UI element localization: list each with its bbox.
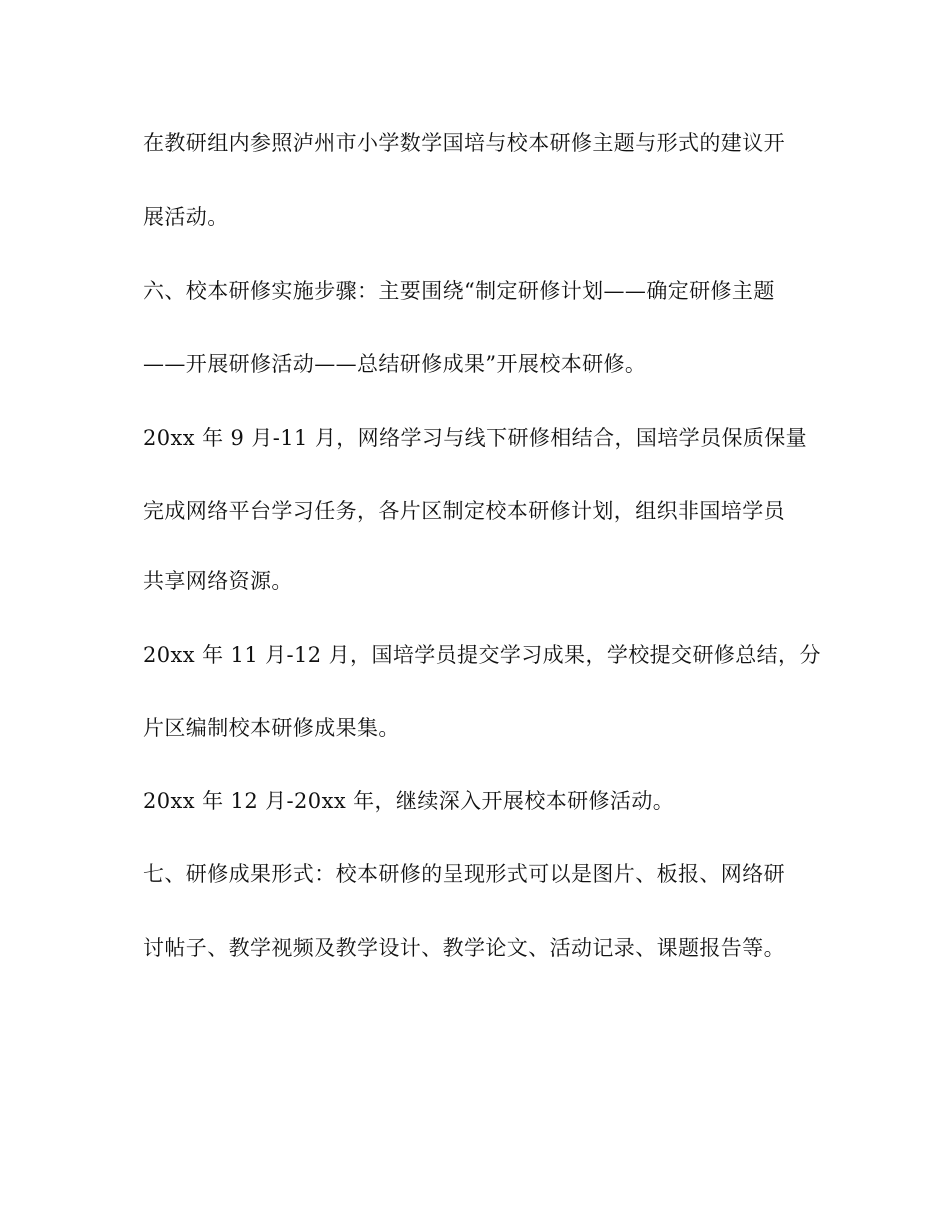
text-line: 20xx 年 11 月-12 月，国培学员提交学习成果，学校提交研修总结，分 [143,643,821,667]
text-line: 六、校本研修实施步骤：主要围绕“制定研修计划——确定研修主题 [143,279,775,303]
text-line: 完成网络平台学习任务，各片区制定校本研修计划，组织非国培学员 [143,499,785,523]
text-line: 片区编制校本研修成果集。 [143,716,400,740]
text-line: ——开展研修活动——总结研修成果”开展校本研修。 [143,352,647,376]
text-line: 展活动。 [143,205,229,229]
text-line: 七、研修成果形式：校本研修的呈现形式可以是图片、板报、网络研 [143,862,785,886]
text-line: 在教研组内参照泸州市小学数学国培与校本研修主题与形式的建议开 [143,131,785,155]
text-line: 20xx 年 9 月-11 月，网络学习与线下研修相结合，国培学员保质保量 [143,426,808,450]
text-line: 20xx 年 12 月-20xx 年，继续深入开展校本研修活动。 [143,789,675,813]
text-line: 共享网络资源。 [143,569,293,593]
text-line: 讨帖子、教学视频及教学设计、教学论文、活动记录、课题报告等。 [143,936,785,960]
